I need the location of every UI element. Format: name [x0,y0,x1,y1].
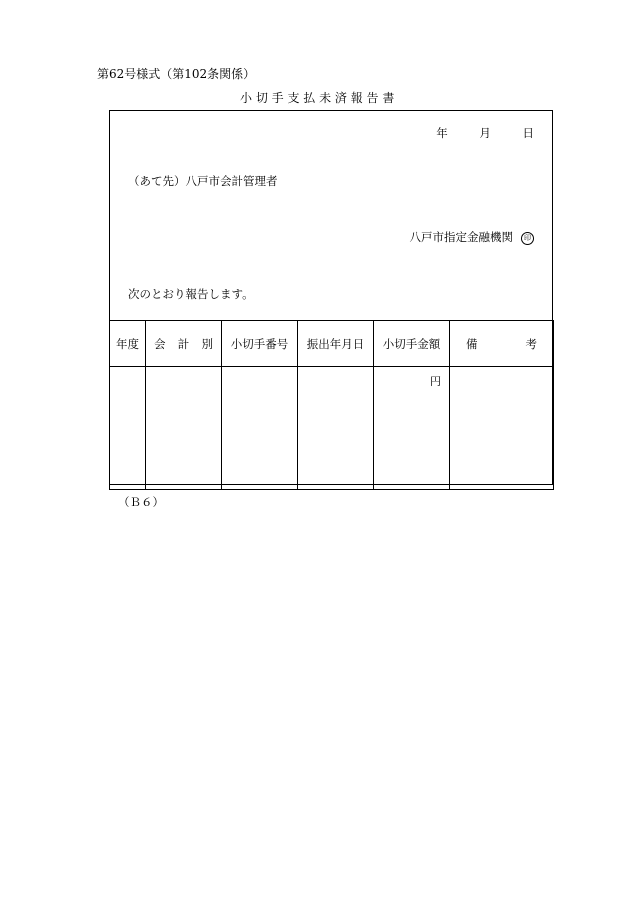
table-header-row [110,321,554,367]
header-account [146,321,222,367]
date-month-label: 月 [479,126,491,140]
date-line [412,125,534,141]
header-remarks [450,321,554,367]
header-account-part: 別 [201,336,213,351]
date-day-label: 日 [522,126,534,140]
size-note: （Ｂ６） [118,495,164,509]
cell-remarks[interactable] [450,367,554,490]
cell-check-number[interactable] [222,367,298,490]
header-fiscal-year: 年度 [110,321,146,367]
bank-name: 八戸市指定金融機関 [409,230,513,244]
header-issue-date: 振出年月日 [298,321,374,367]
date-year-label: 年 [436,126,448,140]
seal-mark: 印 [521,232,534,245]
table-row [110,367,554,490]
header-remarks-part: 考 [525,336,537,351]
form-box [109,110,553,485]
cell-account[interactable] [146,367,222,490]
cell-issue-date[interactable] [298,367,374,490]
header-account-part: 計 [177,336,190,351]
report-table [109,320,554,490]
document-title: 小 切 手 支 払 未 済 報 告 書 [240,91,395,105]
cell-check-amount[interactable]: 円 [374,367,450,490]
cell-fiscal-year[interactable] [110,367,146,490]
header-check-number: 小切手番号 [222,321,298,367]
header-account-part: 会 [154,336,166,351]
form-number: 第62号様式（第102条関係） [97,67,256,81]
addressee: （あて先）八戸市会計管理者 [128,174,278,188]
header-remarks-part: 備 [466,336,478,351]
bank-line [410,229,535,245]
report-text: 次のとおり報告します。 [128,287,254,301]
header-check-amount: 小切手金額 [374,321,450,367]
